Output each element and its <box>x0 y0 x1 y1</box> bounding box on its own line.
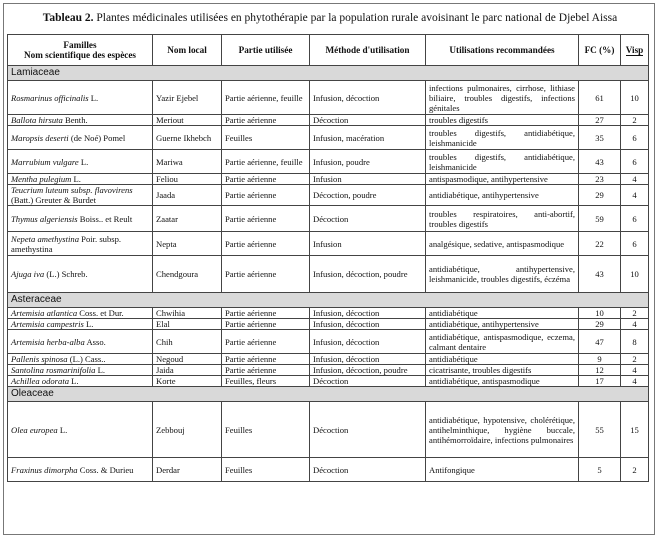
table-row <box>8 232 649 256</box>
fc-value: 43 <box>579 256 621 293</box>
part-used: Partie aérienne <box>222 174 310 185</box>
fc-value: 29 <box>579 185 621 206</box>
local-name: Zaatar <box>153 206 222 232</box>
method: Infusion <box>310 174 426 185</box>
medicinal-plants-table <box>7 34 649 482</box>
recommended-uses: infections pulmonaires, cirrhose, lithiase biliaire, troubles digestifs, infections génitales <box>426 81 579 115</box>
local-name: Yazir Ejebel <box>153 81 222 115</box>
table-body <box>8 66 649 482</box>
fc-value: 10 <box>579 308 621 319</box>
header-part-used: Partie utilisée <box>222 35 310 66</box>
species-authority: Benth. <box>62 115 88 125</box>
species-scientific: Teucrium luteum subsp. flavovirens <box>11 185 133 195</box>
recommended-uses: troubles digestifs, antidiabétique, leishmanicide <box>426 150 579 174</box>
fc-value: 59 <box>579 206 621 232</box>
header-local-name: Nom local <box>153 35 222 66</box>
local-name: Elal <box>153 319 222 330</box>
table-row <box>8 354 649 365</box>
fc-value: 23 <box>579 174 621 185</box>
recommended-uses: antidiabétique, antihypertensive <box>426 319 579 330</box>
species-authority: (de Noé) Pomel <box>68 132 126 143</box>
table-row <box>8 185 649 206</box>
header-family-line2: Nom scientifique des espèces <box>23 50 137 60</box>
recommended-uses: antidiabétique <box>426 308 579 319</box>
species-authority: L. <box>71 174 81 184</box>
fc-value: 12 <box>579 365 621 376</box>
part-used: Feuilles, fleurs <box>222 376 310 387</box>
part-used: Feuilles <box>222 458 310 482</box>
local-name: Zebbouj <box>153 402 222 458</box>
species-authority: (Batt.) Greuter & Burdet <box>11 195 96 205</box>
species-scientific: Achillea odorata <box>11 376 69 386</box>
recommended-uses: antidiabétique, antihypertensive, leishmanicide, troubles digestifs, éczéma <box>426 256 579 293</box>
species-authority: L. <box>69 376 79 386</box>
part-used: Partie aérienne <box>222 256 310 293</box>
fc-value: 17 <box>579 376 621 387</box>
method: Infusion, décoction <box>310 308 426 319</box>
fc-value: 27 <box>579 115 621 126</box>
visp-value: 2 <box>621 115 649 126</box>
visp-value: 6 <box>621 150 649 174</box>
visp-value: 4 <box>621 174 649 185</box>
species-authority: Coss. & Durieu <box>77 464 134 475</box>
header-visp <box>621 35 649 66</box>
family-name: Oleaceae <box>8 387 649 402</box>
species-scientific: Artemisia campestris <box>11 319 84 329</box>
species-scientific: Maropsis deserti <box>11 132 69 143</box>
table-row <box>8 256 649 293</box>
visp-value: 10 <box>621 81 649 115</box>
species-scientific: Rosmarinus officinalis <box>11 92 89 103</box>
part-used: Partie aérienne <box>222 308 310 319</box>
part-used: Partie aérienne <box>222 115 310 126</box>
table-row <box>8 365 649 376</box>
species-authority: (L.) Schreb. <box>44 269 88 279</box>
table-row <box>8 150 649 174</box>
species-name <box>8 150 153 174</box>
part-used: Partie aérienne <box>222 185 310 206</box>
local-name: Korte <box>153 376 222 387</box>
family-name: Asteraceae <box>8 293 649 308</box>
species-scientific: Ajuga iva <box>11 269 45 279</box>
fc-value: 47 <box>579 330 621 354</box>
table-row <box>8 308 649 319</box>
caption-text: Plantes médicinales utilisées en phytothérapie par la population rurale avoisinant le parc national de Djebel Aissa <box>93 12 618 24</box>
visp-value: 4 <box>621 376 649 387</box>
fc-value: 22 <box>579 232 621 256</box>
species-authority: L. <box>95 365 105 375</box>
species-authority: L. <box>88 92 99 103</box>
species-name <box>8 376 153 387</box>
family-row <box>8 293 649 308</box>
recommended-uses: antidiabétique, hypotensive, cholérétique, antihelminthique, hygiène buccale, antihémorroïdaire, infections pulmonaires <box>426 402 579 458</box>
method: Infusion, décoction, poudre <box>310 256 426 293</box>
species-name <box>8 232 153 256</box>
local-name: Chendgoura <box>153 256 222 293</box>
part-used: Feuilles <box>222 126 310 150</box>
species-authority: (L.) Cass.. <box>67 354 106 364</box>
method: Décoction <box>310 458 426 482</box>
fc-value: 61 <box>579 81 621 115</box>
table-row <box>8 376 649 387</box>
family-row <box>8 66 649 81</box>
part-used: Partie aérienne <box>222 232 310 256</box>
visp-value: 6 <box>621 206 649 232</box>
fc-value: 5 <box>579 458 621 482</box>
species-authority: Coss. et Dur. <box>77 308 124 318</box>
method: Infusion, décoction, poudre <box>310 365 426 376</box>
species-name <box>8 354 153 365</box>
method: Infusion, décoction <box>310 330 426 354</box>
part-used: Partie aérienne, feuille <box>222 81 310 115</box>
method: Infusion, décoction <box>310 319 426 330</box>
local-name: Chih <box>153 330 222 354</box>
species-scientific: Artemisia herba-alba <box>11 336 85 347</box>
method: Décoction <box>310 206 426 232</box>
family-name: Lamiaceae <box>8 66 649 81</box>
species-name <box>8 256 153 293</box>
part-used: Partie aérienne <box>222 365 310 376</box>
local-name: Nepta <box>153 232 222 256</box>
visp-value: 15 <box>621 402 649 458</box>
method: Infusion, poudre <box>310 150 426 174</box>
recommended-uses: analgésique, sedative, antispasmodique <box>426 232 579 256</box>
table-row <box>8 206 649 232</box>
visp-value: 2 <box>621 308 649 319</box>
species-scientific: Fraxinus dimorpha <box>11 464 78 475</box>
header-uses: Utilisations recommandées <box>426 35 579 66</box>
method: Décoction <box>310 115 426 126</box>
species-scientific: Santolina rosmarinifolia <box>11 365 96 375</box>
visp-value: 6 <box>621 232 649 256</box>
method: Infusion, macération <box>310 126 426 150</box>
species-authority: L. <box>57 424 68 435</box>
table-row <box>8 115 649 126</box>
species-name <box>8 174 153 185</box>
table-row <box>8 458 649 482</box>
visp-value: 4 <box>621 365 649 376</box>
species-scientific: Marrubium vulgare <box>11 156 79 167</box>
method: Infusion, décoction <box>310 81 426 115</box>
part-used: Partie aérienne <box>222 330 310 354</box>
header-family <box>8 35 153 66</box>
part-used: Partie aérienne <box>222 354 310 365</box>
visp-value: 6 <box>621 126 649 150</box>
method: Infusion <box>310 232 426 256</box>
caption-label: Tableau 2. <box>42 12 94 24</box>
fc-value: 43 <box>579 150 621 174</box>
table-row <box>8 126 649 150</box>
species-name <box>8 81 153 115</box>
recommended-uses: antidiabétique, antihypertensive <box>426 185 579 206</box>
part-used: Feuilles <box>222 402 310 458</box>
species-scientific: Olea europea <box>11 424 58 435</box>
species-authority: Poir. subsp. amethystina <box>11 233 122 254</box>
table-row <box>8 402 649 458</box>
fc-value: 29 <box>579 319 621 330</box>
fc-value: 55 <box>579 402 621 458</box>
species-name <box>8 206 153 232</box>
header-method: Méthode d'utilisation <box>310 35 426 66</box>
visp-value: 8 <box>621 330 649 354</box>
recommended-uses: antispasmodique, antihypertensive <box>426 174 579 185</box>
recommended-uses: troubles digestifs <box>426 115 579 126</box>
family-row <box>8 387 649 402</box>
local-name: Jaada <box>153 185 222 206</box>
recommended-uses: antidiabétique <box>426 354 579 365</box>
species-name <box>8 365 153 376</box>
header-fc: FC (%) <box>579 35 621 66</box>
species-scientific: Ballota hirsuta <box>11 115 63 125</box>
species-name <box>8 185 153 206</box>
part-used: Partie aérienne <box>222 206 310 232</box>
header-visp-label: Visp <box>625 45 644 55</box>
method: Décoction <box>310 376 426 387</box>
recommended-uses: antidiabétique, antispasmodique, eczema, calmant dentaire <box>426 330 579 354</box>
method: Décoction, poudre <box>310 185 426 206</box>
local-name: Jaida <box>153 365 222 376</box>
species-scientific: Artemisia atlantica <box>11 308 78 318</box>
part-used: Partie aérienne <box>222 319 310 330</box>
species-scientific: Thymus algeriensis <box>11 213 78 224</box>
header-family-line1: Familles <box>63 40 97 50</box>
species-name <box>8 458 153 482</box>
species-authority: Boiss.. et Reult <box>77 213 133 224</box>
species-name <box>8 402 153 458</box>
species-name <box>8 115 153 126</box>
species-authority: Asso. <box>84 336 106 347</box>
local-name: Derdar <box>153 458 222 482</box>
table-caption <box>4 6 656 30</box>
species-authority: L. <box>78 156 89 167</box>
species-scientific: Pallenis spinosa <box>11 354 68 364</box>
method: Décoction <box>310 402 426 458</box>
table-row <box>8 330 649 354</box>
local-name: Guerne Ikhebch <box>153 126 222 150</box>
method: Infusion, décoction <box>310 354 426 365</box>
species-name <box>8 319 153 330</box>
table-row <box>8 319 649 330</box>
visp-value: 10 <box>621 256 649 293</box>
species-scientific: Nepeta amethystina <box>11 233 80 244</box>
species-authority: L. <box>83 319 94 329</box>
visp-value: 4 <box>621 319 649 330</box>
recommended-uses: cicatrisante, troubles digestifs <box>426 365 579 376</box>
visp-value: 4 <box>621 185 649 206</box>
visp-value: 2 <box>621 458 649 482</box>
table-row <box>8 81 649 115</box>
visp-value: 2 <box>621 354 649 365</box>
fc-value: 35 <box>579 126 621 150</box>
recommended-uses: troubles respiratoires, anti-abortif, troubles digestifs <box>426 206 579 232</box>
part-used: Partie aérienne, feuille <box>222 150 310 174</box>
local-name: Mariwa <box>153 150 222 174</box>
species-name <box>8 308 153 319</box>
fc-value: 9 <box>579 354 621 365</box>
local-name: Feliou <box>153 174 222 185</box>
local-name: Meriout <box>153 115 222 126</box>
recommended-uses: troubles digestifs, antidiabétique, leishmanicide <box>426 126 579 150</box>
species-name <box>8 330 153 354</box>
species-name <box>8 126 153 150</box>
local-name: Negoud <box>153 354 222 365</box>
species-scientific: Mentha pulegium <box>11 174 72 184</box>
table-row <box>8 174 649 185</box>
header-row <box>8 35 649 66</box>
recommended-uses: Antifongique <box>426 458 579 482</box>
recommended-uses: antidiabétique, antispasmodique <box>426 376 579 387</box>
local-name: Chwihia <box>153 308 222 319</box>
